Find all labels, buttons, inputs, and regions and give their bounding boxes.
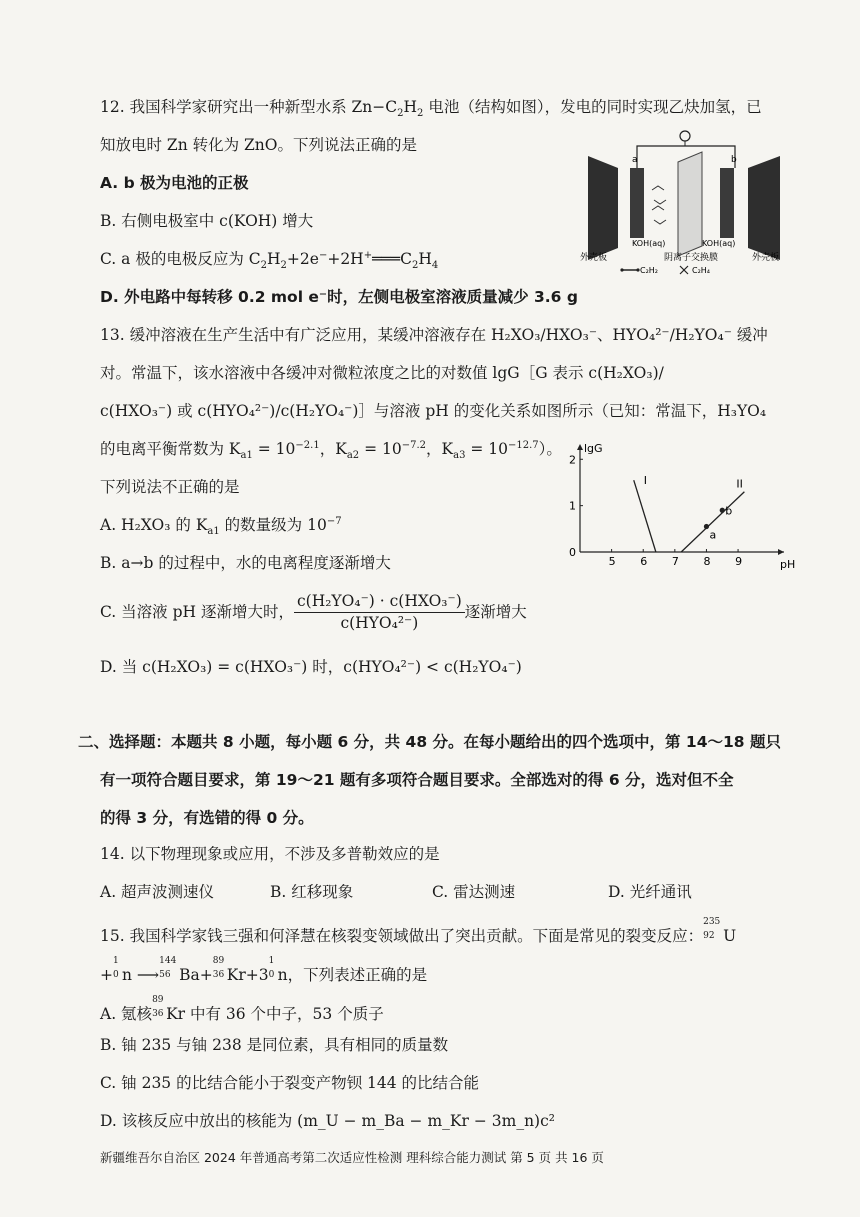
x-tick-label: 8 (703, 555, 711, 568)
q12-option-d: D. 外电路中每转移 0.2 mol e⁻时，左侧电极室溶液质量减少 3.6 g (100, 288, 578, 306)
x-axis-label: pH (780, 558, 796, 570)
ratio-fraction: $\frac{\text{c(H₂YO₄⁻) · c(HXO₃⁻)}}{\text{c(HYO₄²⁻)}}$ (294, 594, 465, 631)
y-tick-label: 1 (569, 499, 576, 513)
battery-structure-figure (580, 128, 790, 288)
right-shell-plate (748, 156, 780, 260)
point-a (704, 524, 709, 529)
x-tick-label: 6 (640, 555, 648, 568)
q12-option-b: B. 右侧电极室中 c(KOH) 增大 (100, 212, 314, 230)
x-tick-label: 9 (735, 555, 743, 568)
q13-option-c: C. 当溶液 pH 逐渐增大时， $\frac{\text{c(H₂YO₄⁻) · c(HXO₃⁻)}}{\text{c(HYO₄²⁻)}}$ 逐渐增大 (100, 592, 527, 632)
q12-stem-line2: 知放电时 Zn 转化为 ZnO。下列说法正确的是 (100, 136, 417, 154)
point-label-a: a (709, 528, 717, 542)
electrode-a (630, 168, 644, 238)
q13-stem-line2: 对。常温下，该水溶液中各缓冲对微粒浓度之比的对数值 lgG［G 表示 c(H₂XO₃)/ (100, 364, 664, 382)
q12-stem-line1: 12. 我国科学家研究出一种新型水系 $Zn-C_2H_2$ 电池（结构如图），发电的同时实现乙炔加氢，已 (100, 98, 762, 120)
x-tick-label: 7 (671, 555, 679, 568)
q15-option-d: D. 该核反应中放出的核能为 (m_U − m_Ba − m_Kr − 3m_n)c² (100, 1112, 555, 1130)
y-axis-arrow (577, 444, 583, 450)
q15-stem-line2: + 1 0 n ⟶ 144 56 Ba+ 89 36 Kr+3 1 0 n，下列表述正确的是 (100, 956, 428, 984)
y-axis-label: lgG (584, 442, 603, 455)
q15-stem-line1: 15. 我国科学家钱三强和何泽慧在核裂变领域做出了突出贡献。下面是常见的裂变反应： 235 92 U (100, 917, 737, 945)
q15-option-b: B. 铀 235 与铀 238 是同位素，具有相同的质量数 (100, 1036, 449, 1054)
q14-option-d: D. 光纤通讯 (608, 883, 692, 901)
section2-heading-line2: 有一项符合题目要求，第 19～21 题有多项符合题目要求。全部选对的得 6 分，选对但不全 (100, 771, 734, 789)
y-tick-label: 0 (569, 546, 576, 559)
section2-heading-line3: 的得 3 分，有选错的得 0 分。 (100, 809, 314, 827)
y-tick-label: 2 (569, 453, 576, 467)
series-label-II: II (736, 477, 743, 491)
uranium-nuclide: 235 92 (703, 917, 721, 941)
series-line-I (634, 480, 656, 552)
q12-option-a: A. b 极为电池的正极 (100, 174, 249, 192)
section2-heading-line1: 二、选择题：本题共 8 小题，每小题 6 分，共 48 分。在每小题给出的四个选项中，第 14～18 题只 (78, 733, 781, 751)
series-line-II (681, 492, 744, 552)
series-label-I: I (643, 474, 647, 488)
membrane-label: 阴离子交换膜 (664, 253, 719, 263)
q14-option-a: A. 超声波测速仪 (100, 883, 215, 901)
q13-option-a: A. H₂XO₃ 的 $K_{a1}$ 的数量级为 $10^{-7}$ (100, 515, 342, 538)
left-shell-plate (588, 156, 618, 260)
koh-right-label: KOH(aq) (702, 239, 736, 248)
svg-text:C₂H₄: C₂H₄ (692, 266, 711, 275)
shell-right-label: 外壳板 (752, 253, 780, 263)
q13-option-d: D. 当 c(H₂XO₃) = c(HXO₃⁻) 时，c(HYO₄²⁻) < c(H₂YO₄⁻) (100, 658, 522, 676)
q14-stem: 14. 以下物理现象或应用，不涉及多普勒效应的是 (100, 845, 440, 863)
q13-stem-line1: 13. 缓冲溶液在生产生活中有广泛应用，某缓冲溶液存在 H₂XO₃/HXO₃⁻、HYO₄²⁻/H₂YO₄⁻ 缓冲 (100, 326, 768, 344)
point-label-b: b (725, 504, 733, 518)
point-b (720, 508, 725, 513)
x-axis-arrow (778, 549, 784, 555)
page-footer: 新疆维吾尔自治区 2024 年普通高考第二次适应性检测 理科综合能力测试 第 5 页 共 16 页 (100, 1150, 604, 1165)
anion-exchange-membrane (678, 152, 702, 256)
q13-stem-line5: 下列说法不正确的是 (100, 478, 240, 496)
electrode-b (720, 168, 734, 238)
q15-option-c: C. 铀 235 的比结合能小于裂变产物钡 144 的比结合能 (100, 1074, 480, 1092)
legend-c2h2 (620, 266, 658, 275)
x-tick-label: 5 (608, 555, 616, 568)
shell-left-label: 外壳板 (580, 253, 608, 263)
bulb-icon (680, 131, 690, 141)
molecule-cluster (652, 186, 666, 224)
koh-left-label: KOH(aq) (632, 239, 666, 248)
label-b: b (731, 155, 737, 165)
q15-option-a: A. 氪核 89 36 Kr 中有 36 个中子，53 个质子 (100, 995, 384, 1023)
lgG-pH-chart (548, 440, 798, 570)
label-a: a (632, 155, 638, 165)
q13-stem-line3: c(HXO₃⁻) 或 c(HYO₄²⁻)/c(H₂YO₄⁻)］与溶液 pH 的变化关系如图所示（已知：常温下，H₃YO₄ (100, 402, 767, 420)
q12-option-c: C. a 极的电极反应为 $C_2H_2+2e^-+2H^+═══C_2H_4$ (100, 249, 439, 272)
q13-stem-line4: 的电离平衡常数为 $K_{a1} = 10^{-2.1}$，$K_{a2} = 10^{-7.2}$，$K_{a3} = 10^{-12.7}$）。 (100, 439, 562, 462)
q13-option-b: B. a→b 的过程中，水的电离程度逐渐增大 (100, 554, 391, 572)
legend-c2h4 (680, 266, 710, 275)
q14-option-b: B. 红移现象 (270, 883, 354, 901)
svg-text:C₂H₂: C₂H₂ (640, 266, 659, 275)
q14-option-c: C. 雷达测速 (432, 883, 516, 901)
